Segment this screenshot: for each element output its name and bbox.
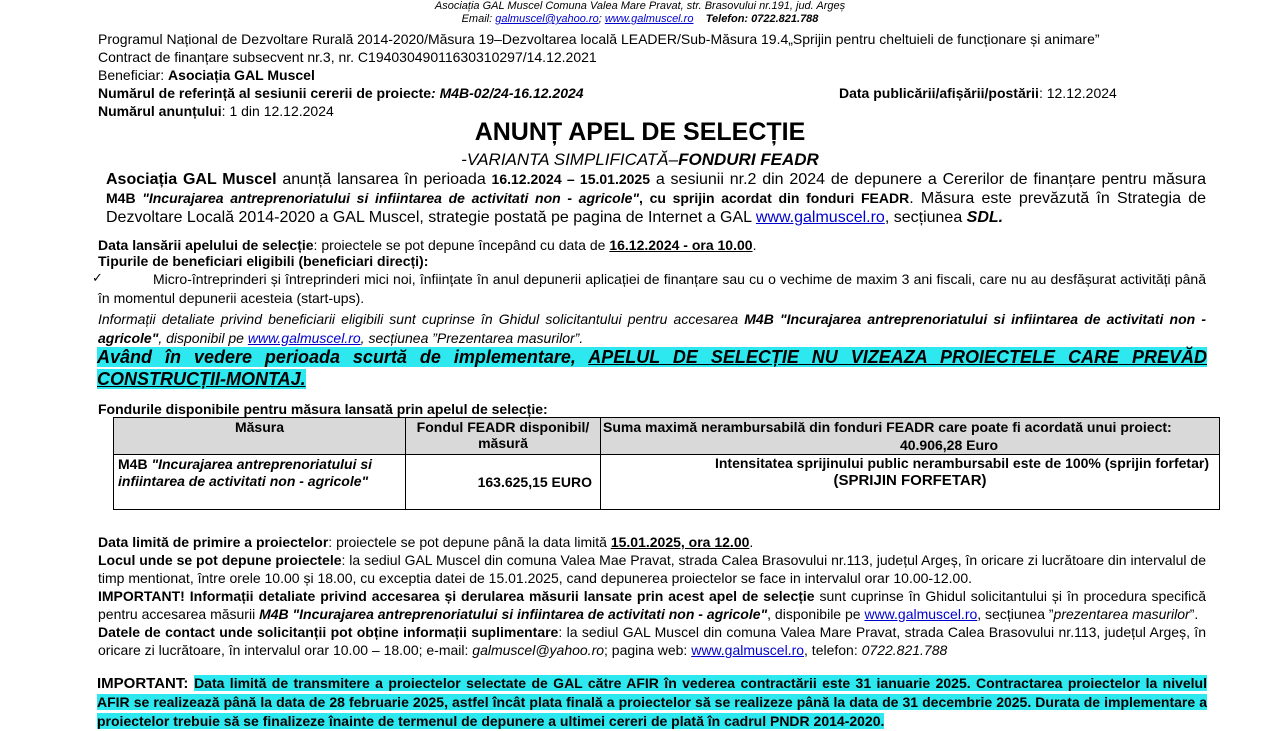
funds-title: Fondurile disponibile pentru măsura lansată prin apelul de selecție: xyxy=(98,401,548,417)
contact-phone: 0722.821.788 xyxy=(861,642,948,658)
info-measure: M4B "Incurajarea antreprenoriatului si infiintarea de activitati non - agricole" xyxy=(98,311,1206,346)
table-row xyxy=(114,455,1220,510)
beneficiar-label: Beneficiar: xyxy=(98,67,169,83)
beneficiary-info xyxy=(98,310,1206,348)
important-text: , disponibile pe xyxy=(767,606,865,622)
important-paragraph xyxy=(98,587,1206,623)
intro-website-link[interactable]: www.galmuscel.ro xyxy=(755,209,885,226)
deadline-end: . xyxy=(749,534,754,550)
program-line: Programul Național de Dezvoltare Rurală 2014-2020/Măsura 19–Dezvoltarea locală LEADER/Sub-Măsura 19.4„Sprijin pentru cheltuieli de funcționare și animare” xyxy=(98,31,1100,47)
beneficiaries-title: Tipurile de beneficiari eligibili (beneficiari direcți): xyxy=(98,253,429,269)
intensity-cell xyxy=(601,455,1220,510)
launch-end: . xyxy=(752,237,757,253)
launch-date: 16.12.2024 - ora 10.00 xyxy=(609,237,753,253)
measure-cell xyxy=(114,455,406,510)
details-block xyxy=(98,533,1206,659)
contact-website-link[interactable]: www.galmuscel.ro xyxy=(691,642,805,658)
launch-label: Data lansării apelului de selecție xyxy=(98,237,314,253)
table-header: Suma maximă nerambursabilă din fonduri FEADR care poate fi acordată unui proiect: xyxy=(603,419,1172,435)
contact-text: , telefon: xyxy=(804,642,862,658)
table-header: Măsura xyxy=(114,418,406,455)
warning-emphasis: APELUL DE SELECȚIE NU VIZEAZA PROIECTELE CARE PREVĂD CONSTRUCȚII-MONTAJ. xyxy=(97,347,1208,389)
contact-text: : la sediul GAL Muscel din comuna Valea Mare Pravat, strada Calea Brasovului nr.113, județul Argeș, în oricare zi lucrătoare, în intervalul orar 10.00 – 18.00; e-mail: xyxy=(98,624,1206,658)
beneficiary-item: Micro-întreprinderi și întreprinderi mici noi, înființate în anul depunerii aplicației de finanțare sau cu o vechime de maxim 3 ani fiscali, care nu au desfășurat activități până în momentul depunerii acesteia (start-ups). xyxy=(98,271,1206,306)
table-header-max xyxy=(601,418,1220,455)
email-link[interactable]: galmuscel@yahoo.ro xyxy=(495,13,599,25)
important-text: , secțiunea ” xyxy=(977,606,1054,622)
funds-table xyxy=(113,417,1220,510)
info-website-link[interactable]: www.galmuscel.ro xyxy=(247,330,361,346)
info-text: , secțiunea ”Prezentarea masurilor”. xyxy=(360,330,584,346)
location-paragraph xyxy=(98,551,1206,587)
website-link[interactable]: www.galmuscel.ro xyxy=(604,13,694,25)
intro-text: a sesiunii nr.2 din 2024 de depunere a Cererilor de finanțare pentru măsura xyxy=(650,171,1206,188)
email-label: Email: xyxy=(461,13,496,25)
important-label: IMPORTANT! Informații detaliate privind accesarea și derularea măsurii lansate prin acest apel de selecție xyxy=(98,588,815,604)
deadline-line xyxy=(98,533,1206,551)
measure-name: "Incurajarea antreprenoriatului si infiintarea de activitati non - agricole" xyxy=(118,456,373,489)
intro-period: 16.12.2024 – 15.01.2025 xyxy=(491,171,650,187)
launch-text: : proiectele se pot depune începând cu data de xyxy=(313,237,610,253)
reference-line xyxy=(98,84,584,102)
ref-value: : M4B-02/24-16.12.2024 xyxy=(431,85,584,101)
location-label: Locul unde se pot depune proiectele xyxy=(98,552,342,568)
construction-warning xyxy=(97,346,1207,390)
checkmark-icon: ✓ xyxy=(92,270,103,285)
intensity-text: Intensitatea sprijinului public nerambursabil este de 100% (sprijin forfetar) xyxy=(714,455,1209,471)
separator: ; xyxy=(598,13,605,25)
contact-email: galmuscel@yahoo.ro xyxy=(472,642,605,658)
intro-measure-name: "Incurajarea antreprenoriatului si infiintarea de activitati non - agricole" xyxy=(135,190,640,206)
intro-org: Asociația GAL Muscel xyxy=(106,171,277,188)
important-website-link[interactable]: www.galmuscel.ro xyxy=(864,606,978,622)
contact-label: Datele de contact unde solicitanții pot obține informații suplimentare xyxy=(98,624,559,640)
info-text: Informații detaliate privind beneficiarii eligibili sunt cuprinse în Ghidul solicitantului pentru accesarea xyxy=(98,311,745,327)
warning-text: Având în vedere perioada scurtă de implementare, xyxy=(97,347,589,367)
forfetar-text: (SPRIJIN FORFETAR) xyxy=(833,472,987,489)
organization-header xyxy=(0,0,1280,26)
intro-sdl: SDL. xyxy=(966,209,1004,226)
fund-cell: 163.625,15 EURO xyxy=(406,455,601,510)
subtitle-funds: FONDURI FEADR xyxy=(678,150,819,169)
important-measure: M4B "Incurajarea antreprenoriatului si infiintarea de activitati non - agricole" xyxy=(259,606,768,622)
measure-code: M4B xyxy=(118,456,148,472)
ref-label: Numărul de referință al sesiunii cererii de proiecte xyxy=(98,85,432,101)
final-important-notice xyxy=(97,674,1207,731)
publication-line xyxy=(839,84,1117,102)
table-header: Fondul FEADR disponibil/ măsură xyxy=(406,418,601,455)
important-section: prezentarea masurilor xyxy=(1053,606,1190,622)
info-text: , disponibil pe xyxy=(158,330,248,346)
intro-paragraph xyxy=(106,170,1206,227)
important-text: ”. xyxy=(1189,606,1199,622)
intro-measure-code: M4B xyxy=(106,190,136,206)
subtitle-variant: -VARIANTA SIMPLIFICATĂ– xyxy=(461,150,679,169)
anunt-value: : 1 din 12.12.2024 xyxy=(221,103,334,119)
contract-line: Contract de finanțare subsecvent nr.3, nr. C19403049011630310297/14.12.2021 xyxy=(98,49,597,65)
pub-label: Data publicării/afișării/postării xyxy=(839,85,1039,101)
table-header-row xyxy=(114,418,1220,455)
beneficiar-line xyxy=(98,66,315,84)
org-contact-line xyxy=(0,13,1280,26)
contact-text: ; pagina web: xyxy=(604,642,692,658)
deadline-date: 15.01.2025, ora 12.00 xyxy=(610,534,750,550)
anunt-label: Numărul anunțului xyxy=(98,103,222,119)
deadline-text: : proiectele se pot depune până la data limită xyxy=(328,534,611,550)
beneficiar-value: Asociația GAL Muscel xyxy=(168,67,315,83)
intro-text: anunță lansarea în perioada xyxy=(276,171,492,188)
final-important-label: IMPORTANT: xyxy=(97,675,195,692)
intro-feadr: , cu sprijin acordat din fonduri FEADR xyxy=(639,190,910,206)
max-amount: 40.906,28 Euro xyxy=(899,437,999,453)
location-text: : la sediul GAL Muscel din comuna Valea Mae Pravat, strada Calea Brasovului nr.113, județul Argeș, în oricare zi lucrătoare din intervalul de timp mentionat, între orele 10.00 și 18.00, cu exceptia datei de 15.01.2025, cand depunerea proiectelor se face in intervalul orar 10.00-12.00. xyxy=(98,552,1206,586)
phone: Telefon: 0722.821.788 xyxy=(705,13,819,25)
deadline-label: Data limită de primire a proiectelor xyxy=(98,534,329,550)
page-subtitle xyxy=(0,150,1280,170)
org-address: Asociația GAL Muscel Comuna Valea Mare Pravat, str. Brasovului nr.191, jud. Argeș xyxy=(434,0,846,12)
contact-paragraph xyxy=(98,623,1206,659)
intro-text: , secțiunea xyxy=(884,209,967,226)
pub-value: : 12.12.2024 xyxy=(1038,85,1117,101)
final-important-text: Data limită de transmitere a proiectelor selectate de GAL către AFIR în vederea contractării este 31 ianuarie 2025. Contractarea proiectelor la nivelul AFIR se realizează până la data de 28 februarie 2025, astfel încât plata finală a proiectelor să se realizeze până la data de 31 decembrie 2025. Durata de implementare a proiectelor trebuie să se finalizeze înainte de termenul de depunere a ultimei cereri de plată în cadrul PNDR 2014-2020. xyxy=(97,675,1207,729)
intro-text: . Măsura este prevăzută în Strategia de Dezvoltare Locală 2014-2020 a GAL Muscel, strategie postată pe pagina de Internet a GAL xyxy=(106,190,1207,226)
important-text: sunt cuprinse în Ghidul solicitantului și în procedura specifică pentru accesarea măsurii xyxy=(98,588,1207,622)
page-title: ANUNȚ APEL DE SELECȚIE xyxy=(474,118,806,146)
